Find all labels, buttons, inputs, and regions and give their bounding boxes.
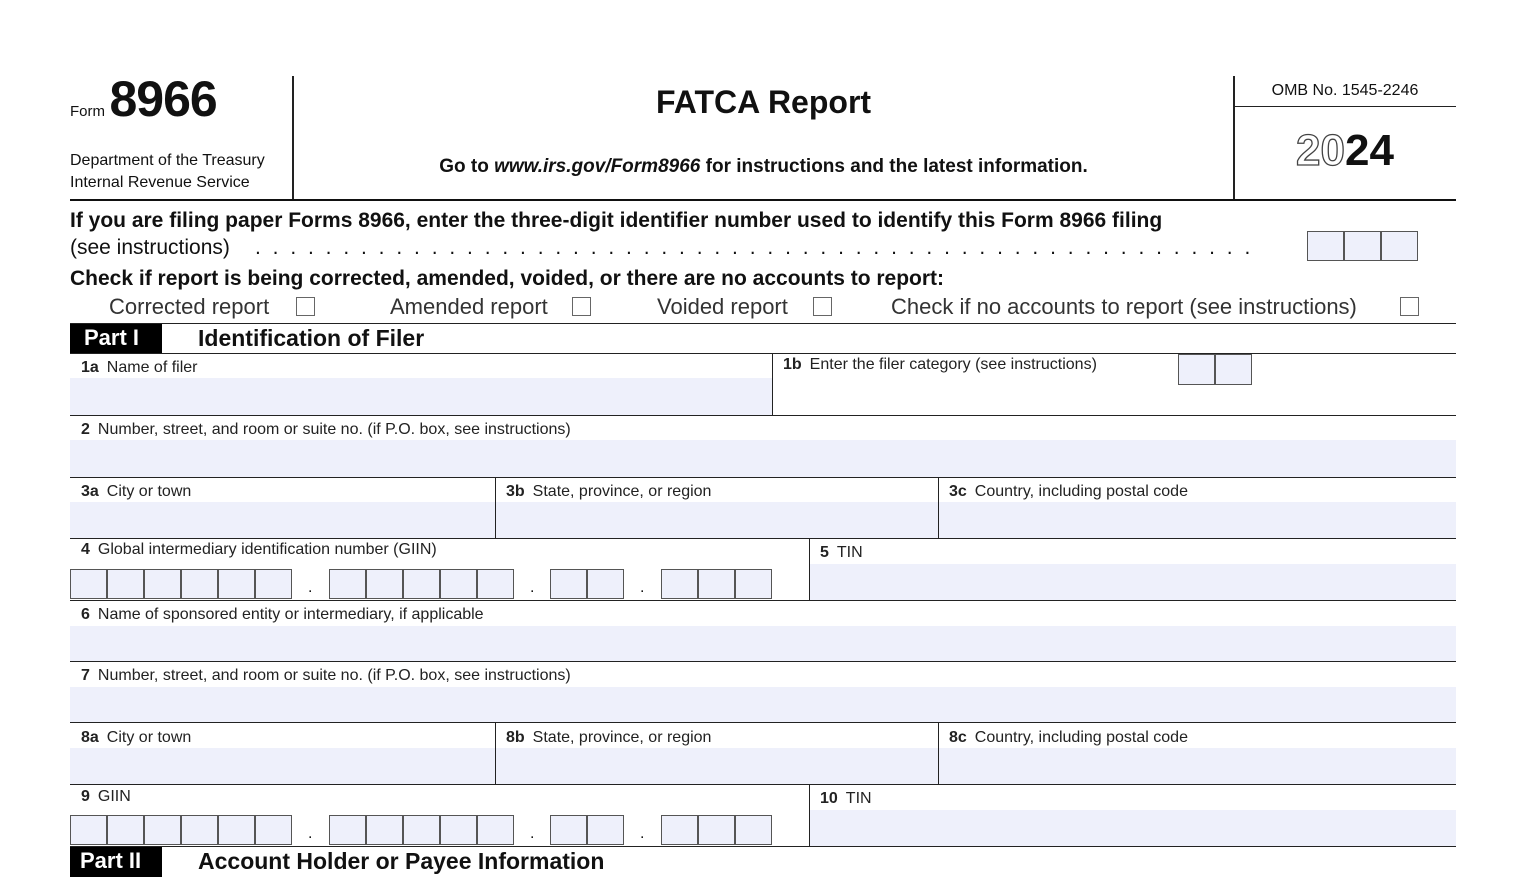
field-6-label: 6 Name of sponsored entity or intermediary, if applicable (81, 606, 484, 623)
filer-city-input[interactable] (70, 502, 495, 538)
giin-digit-box[interactable] (735, 569, 772, 599)
giin-digit-box[interactable] (698, 815, 735, 845)
filer-name-input[interactable] (70, 378, 772, 415)
giin-digit-box[interactable] (255, 569, 292, 599)
giin-digit-box[interactable] (661, 815, 698, 845)
giin-digit-box[interactable] (440, 569, 477, 599)
field-3c-label: 3c Country, including postal code (949, 483, 1188, 500)
part1-title: Identification of Filer (198, 325, 425, 351)
giin-separator: . (640, 579, 645, 596)
part1-tag: Part I (70, 324, 162, 354)
giin-digit-box[interactable] (735, 815, 772, 845)
identifier-see-instructions: (see instructions) (70, 236, 230, 259)
sponsored-country-input[interactable] (939, 748, 1456, 784)
corrected-report-checkbox[interactable] (296, 297, 315, 316)
part2-title: Account Holder or Payee Information (198, 848, 605, 874)
giin-digit-box[interactable] (366, 815, 403, 845)
field-2-label: 2 Number, street, and room or suite no. (if P.O. box, see instructions) (81, 421, 571, 438)
field-1a-label: 1a Name of filer (81, 359, 198, 376)
field-10-label: 10 TIN (820, 790, 872, 807)
department-line-1: Department of the Treasury (70, 152, 265, 169)
filer-category-box[interactable] (1178, 354, 1215, 385)
field-1b-label: 1b Enter the filer category (see instructions) (783, 356, 1097, 373)
giin-separator: . (530, 825, 535, 842)
sponsored-tin-input[interactable] (810, 810, 1456, 846)
form-title: FATCA Report (655, 84, 872, 120)
giin-digit-box[interactable] (70, 815, 107, 845)
giin-digit-box[interactable] (255, 815, 292, 845)
field-5-label: 5 TIN (820, 544, 863, 561)
filer-category-box[interactable] (1215, 354, 1252, 385)
identifier-leader-dots: . . . . . . . . . . . . . . . . . . . . . . . . . . . . . . . . . . . . . . . . . . . . . . . . . . . . . . . . . (255, 236, 1254, 259)
giin-digit-box[interactable] (440, 815, 477, 845)
giin-digit-box[interactable] (698, 569, 735, 599)
giin-digit-box[interactable] (144, 815, 181, 845)
giin-digit-box[interactable] (477, 815, 514, 845)
sponsored-street-input[interactable] (70, 687, 1456, 722)
filer-street-input[interactable] (70, 440, 1456, 477)
giin-digit-box[interactable] (107, 569, 144, 599)
giin-digit-box[interactable] (329, 569, 366, 599)
giin-digit-box[interactable] (477, 569, 514, 599)
giin-digit-box[interactable] (218, 569, 255, 599)
filer-state-input[interactable] (496, 502, 938, 538)
tax-year (1235, 126, 1455, 176)
giin-digit-box[interactable] (403, 815, 440, 845)
sponsored-entity-input[interactable] (70, 626, 1456, 661)
giin-digit-box[interactable] (329, 815, 366, 845)
voided-report-checkbox[interactable] (813, 297, 832, 316)
field-3b-label: 3b State, province, or region (506, 483, 712, 500)
filer-giin-boxes (0, 569, 800, 600)
voided-report-label: Voided report (657, 294, 788, 319)
giin-digit-box[interactable] (403, 569, 440, 599)
tax-year-outline: 20 (1296, 126, 1345, 175)
giin-digit-box[interactable] (587, 569, 624, 599)
tax-year-bold: 24 (1345, 126, 1394, 175)
form-word: Form (70, 103, 105, 120)
amended-report-label: Amended report (390, 294, 548, 319)
check-heading: Check if report is being corrected, amended, voided, or there are no accounts to report: (70, 267, 945, 290)
field-8b-label: 8b State, province, or region (506, 729, 712, 746)
goto-suffix: for instructions and the latest information. (700, 156, 1088, 177)
field-3a-label: 3a City or town (81, 483, 192, 500)
amended-report-checkbox[interactable] (572, 297, 591, 316)
sponsored-city-input[interactable] (70, 748, 495, 784)
field-8a-label: 8a City or town (81, 729, 192, 746)
irs-url-link[interactable]: www.irs.gov/Form8966 (494, 156, 701, 177)
identifier-digit-box[interactable] (1307, 231, 1344, 261)
filer-tin-input[interactable] (810, 564, 1456, 600)
giin-separator: . (308, 825, 313, 842)
no-accounts-label: Check if no accounts to report (see instructions) (891, 294, 1357, 319)
goto-prefix: Go to (439, 156, 495, 177)
identifier-digit-box[interactable] (1344, 231, 1381, 261)
field-9-label: 9 GIIN (81, 788, 131, 805)
department-line-2: Internal Revenue Service (70, 174, 250, 191)
giin-digit-box[interactable] (587, 815, 624, 845)
giin-separator: . (640, 825, 645, 842)
field-8c-label: 8c Country, including postal code (949, 729, 1188, 746)
part2-tag: Part II (70, 847, 162, 877)
instructions-line (294, 156, 1233, 178)
field-7-label: 7 Number, street, and room or suite no. (if P.O. box, see instructions) (81, 667, 571, 684)
field-4-label: 4 Global intermediary identification number (GIIN) (81, 541, 437, 558)
sponsored-giin-boxes (0, 815, 800, 846)
giin-digit-box[interactable] (144, 569, 181, 599)
sponsored-state-input[interactable] (496, 748, 938, 784)
omb-number: OMB No. 1545-2246 (1271, 82, 1419, 99)
giin-digit-box[interactable] (550, 569, 587, 599)
giin-digit-box[interactable] (661, 569, 698, 599)
giin-digit-box[interactable] (70, 569, 107, 599)
filer-country-input[interactable] (939, 502, 1456, 538)
giin-digit-box[interactable] (107, 815, 144, 845)
no-accounts-checkbox[interactable] (1400, 297, 1419, 316)
giin-digit-box[interactable] (218, 815, 255, 845)
giin-digit-box[interactable] (181, 815, 218, 845)
giin-digit-box[interactable] (366, 569, 403, 599)
giin-digit-box[interactable] (550, 815, 587, 845)
corrected-report-label: Corrected report (109, 294, 270, 319)
giin-digit-box[interactable] (181, 569, 218, 599)
form-number: 8966 (109, 71, 217, 127)
giin-separator: . (530, 579, 535, 596)
giin-separator: . (308, 579, 313, 596)
identifier-instruction: If you are filing paper Forms 8966, enter the three-digit identifier number used to identify this Form 8966 filing (70, 209, 1163, 232)
form-label (70, 70, 217, 128)
identifier-digit-box[interactable] (1381, 231, 1418, 261)
